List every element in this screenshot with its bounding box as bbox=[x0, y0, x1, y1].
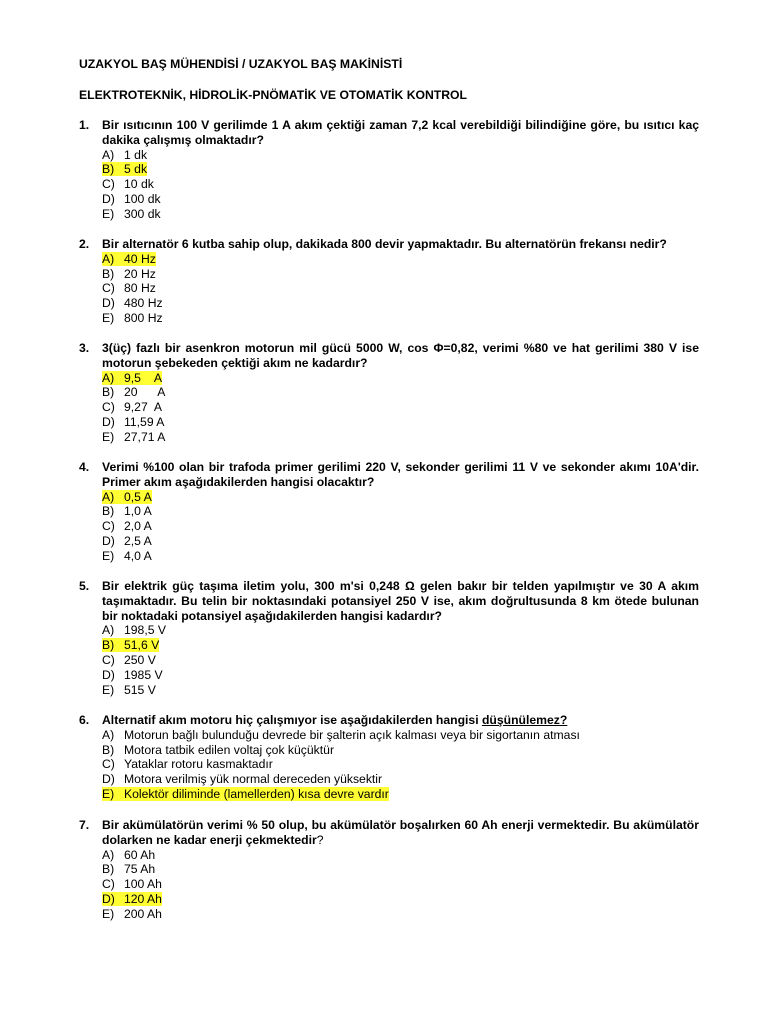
option-c: C) 9,27 A bbox=[102, 400, 162, 415]
option-d: D) 1985 V bbox=[102, 667, 163, 682]
option-b: B) 75 Ah bbox=[102, 862, 156, 877]
question-text: Bir ısıtıcının 100 V gerilimde 1 A akım çektiği zaman 7,2 kcal verebildiği bilindiğine göre, bu ısıtıcı kaç dakika çalışmış olmaktadır? bbox=[102, 118, 699, 147]
option-b: B) 1,0 A bbox=[102, 504, 152, 519]
underlined-keyword: düşünülemez? bbox=[481, 713, 568, 727]
option-d: D) 11,59 A bbox=[102, 414, 165, 429]
option-b: B) 20 A bbox=[102, 385, 166, 400]
option-list bbox=[102, 371, 699, 445]
question-text: Verimi %100 olan bir trafoda primer gerilimi 220 V, sekonder gerilimi 11 V ve sekonder akımı 10A'dir. Primer akım aşağıdakilerden hangisi olacaktır? bbox=[102, 460, 699, 489]
option-d: D) 2,5 A bbox=[102, 533, 152, 548]
question-2 bbox=[79, 237, 699, 326]
question-text: Bir elektrik güç taşıma iletim yolu, 300 m'si 0,248 Ω gelen bakır bir telden yapılmıştır ve 30 A akım taşımaktadır. Bu telin bir noktasındaki potansiyel 250 V ise, akım doğrultusunda 8 km ötede bulunan bir noktadaki potansiyel aşağıdakilerden hangisi kadardır? bbox=[102, 579, 699, 623]
question-1 bbox=[79, 118, 699, 222]
option-list bbox=[102, 623, 699, 697]
question-number: 5. bbox=[79, 579, 90, 593]
question-4 bbox=[79, 460, 699, 564]
option-list bbox=[102, 848, 699, 922]
option-a: A) 198,5 V bbox=[102, 623, 167, 638]
question-number: 7. bbox=[79, 818, 90, 832]
option-list bbox=[102, 252, 699, 326]
question-stem bbox=[79, 818, 699, 848]
option-b: B) 20 Hz bbox=[102, 266, 156, 281]
option-a: A) Motorun bağlı bulunduğu devrede bir şalterin açık kalması veya bir sigortanın atması bbox=[102, 727, 580, 742]
option-a: A) 9,5 A bbox=[102, 370, 162, 385]
question-stem bbox=[79, 237, 699, 252]
option-d: D) 480 Hz bbox=[102, 296, 163, 311]
option-c: C) 10 dk bbox=[102, 177, 154, 192]
question-text: Alternatif akım motoru hiç çalışmıyor ise aşağıdakilerden hangisi düşünülemez? bbox=[102, 713, 568, 727]
option-list bbox=[102, 490, 699, 564]
question-7 bbox=[79, 818, 699, 922]
option-a: A) 60 Ah bbox=[102, 847, 156, 862]
question-number: 2. bbox=[79, 237, 90, 251]
option-e: E) 800 Hz bbox=[102, 310, 163, 325]
option-e: E) 200 Ah bbox=[102, 906, 162, 921]
question-stem bbox=[79, 579, 699, 623]
option-a: A) 0,5 A bbox=[102, 489, 152, 504]
option-e: E) Kolektör diliminde (lamellerden) kısa devre vardır bbox=[102, 786, 389, 801]
question-5 bbox=[79, 579, 699, 697]
option-list bbox=[102, 728, 699, 802]
option-d: D) Motora verilmiş yük normal dereceden yüksektir bbox=[102, 772, 383, 787]
exam-title: UZAKYOL BAŞ MÜHENDİSİ / UZAKYOL BAŞ MAKİNİSTİ bbox=[79, 57, 403, 71]
question-text: Bir akümülatörün verimi % 50 olup, bu akümülatör boşalırken 60 Ah enerji vermektedir. Bu akümülatör dolarken ne kadar enerji çekmektedir? bbox=[102, 818, 699, 847]
option-d: D) 120 Ah bbox=[102, 891, 162, 906]
option-e: E) 4,0 A bbox=[102, 548, 152, 563]
question-stem bbox=[79, 341, 699, 371]
question-stem bbox=[79, 118, 699, 148]
option-d: D) 100 dk bbox=[102, 191, 161, 206]
question-text: Bir alternatör 6 kutba sahip olup, dakikada 800 devir yapmaktadır. Bu alternatörün frekansı nedir? bbox=[102, 237, 667, 251]
question-number: 6. bbox=[79, 713, 90, 727]
option-e: E) 27,71 A bbox=[102, 429, 166, 444]
question-number: 4. bbox=[79, 460, 90, 474]
option-c: C) Yataklar rotoru kasmaktadır bbox=[102, 757, 273, 772]
question-3 bbox=[79, 341, 699, 445]
question-stem bbox=[79, 713, 699, 728]
option-b: B) Motora tatbik edilen voltaj çok küçüktür bbox=[102, 742, 334, 757]
option-a: A) 40 Hz bbox=[102, 251, 156, 266]
question-stem bbox=[79, 460, 699, 490]
question-number: 1. bbox=[79, 118, 90, 132]
exam-subject: ELEKTROTEKNİK, HİDROLİK-PNÖMATİK VE OTOMATİK KONTROL bbox=[79, 88, 467, 102]
option-b: B) 5 dk bbox=[102, 162, 148, 177]
option-a: A) 1 dk bbox=[102, 147, 148, 162]
option-list bbox=[102, 148, 699, 222]
question-6 bbox=[79, 713, 699, 802]
option-c: C) 2,0 A bbox=[102, 519, 152, 534]
question-number: 3. bbox=[79, 341, 90, 355]
option-b: B) 51,6 V bbox=[102, 638, 160, 653]
question-text: 3(üç) fazlı bir asenkron motorun mil gücü 5000 W, cos Φ=0,82, verimi %80 ve hat gerilimi 380 V ise motorun şebekeden çektiği akım ne kadardır? bbox=[102, 341, 699, 370]
option-c: C) 80 Hz bbox=[102, 281, 156, 296]
option-c: C) 100 Ah bbox=[102, 877, 162, 892]
option-c: C) 250 V bbox=[102, 652, 156, 667]
option-e: E) 300 dk bbox=[102, 206, 161, 221]
option-e: E) 515 V bbox=[102, 682, 156, 697]
